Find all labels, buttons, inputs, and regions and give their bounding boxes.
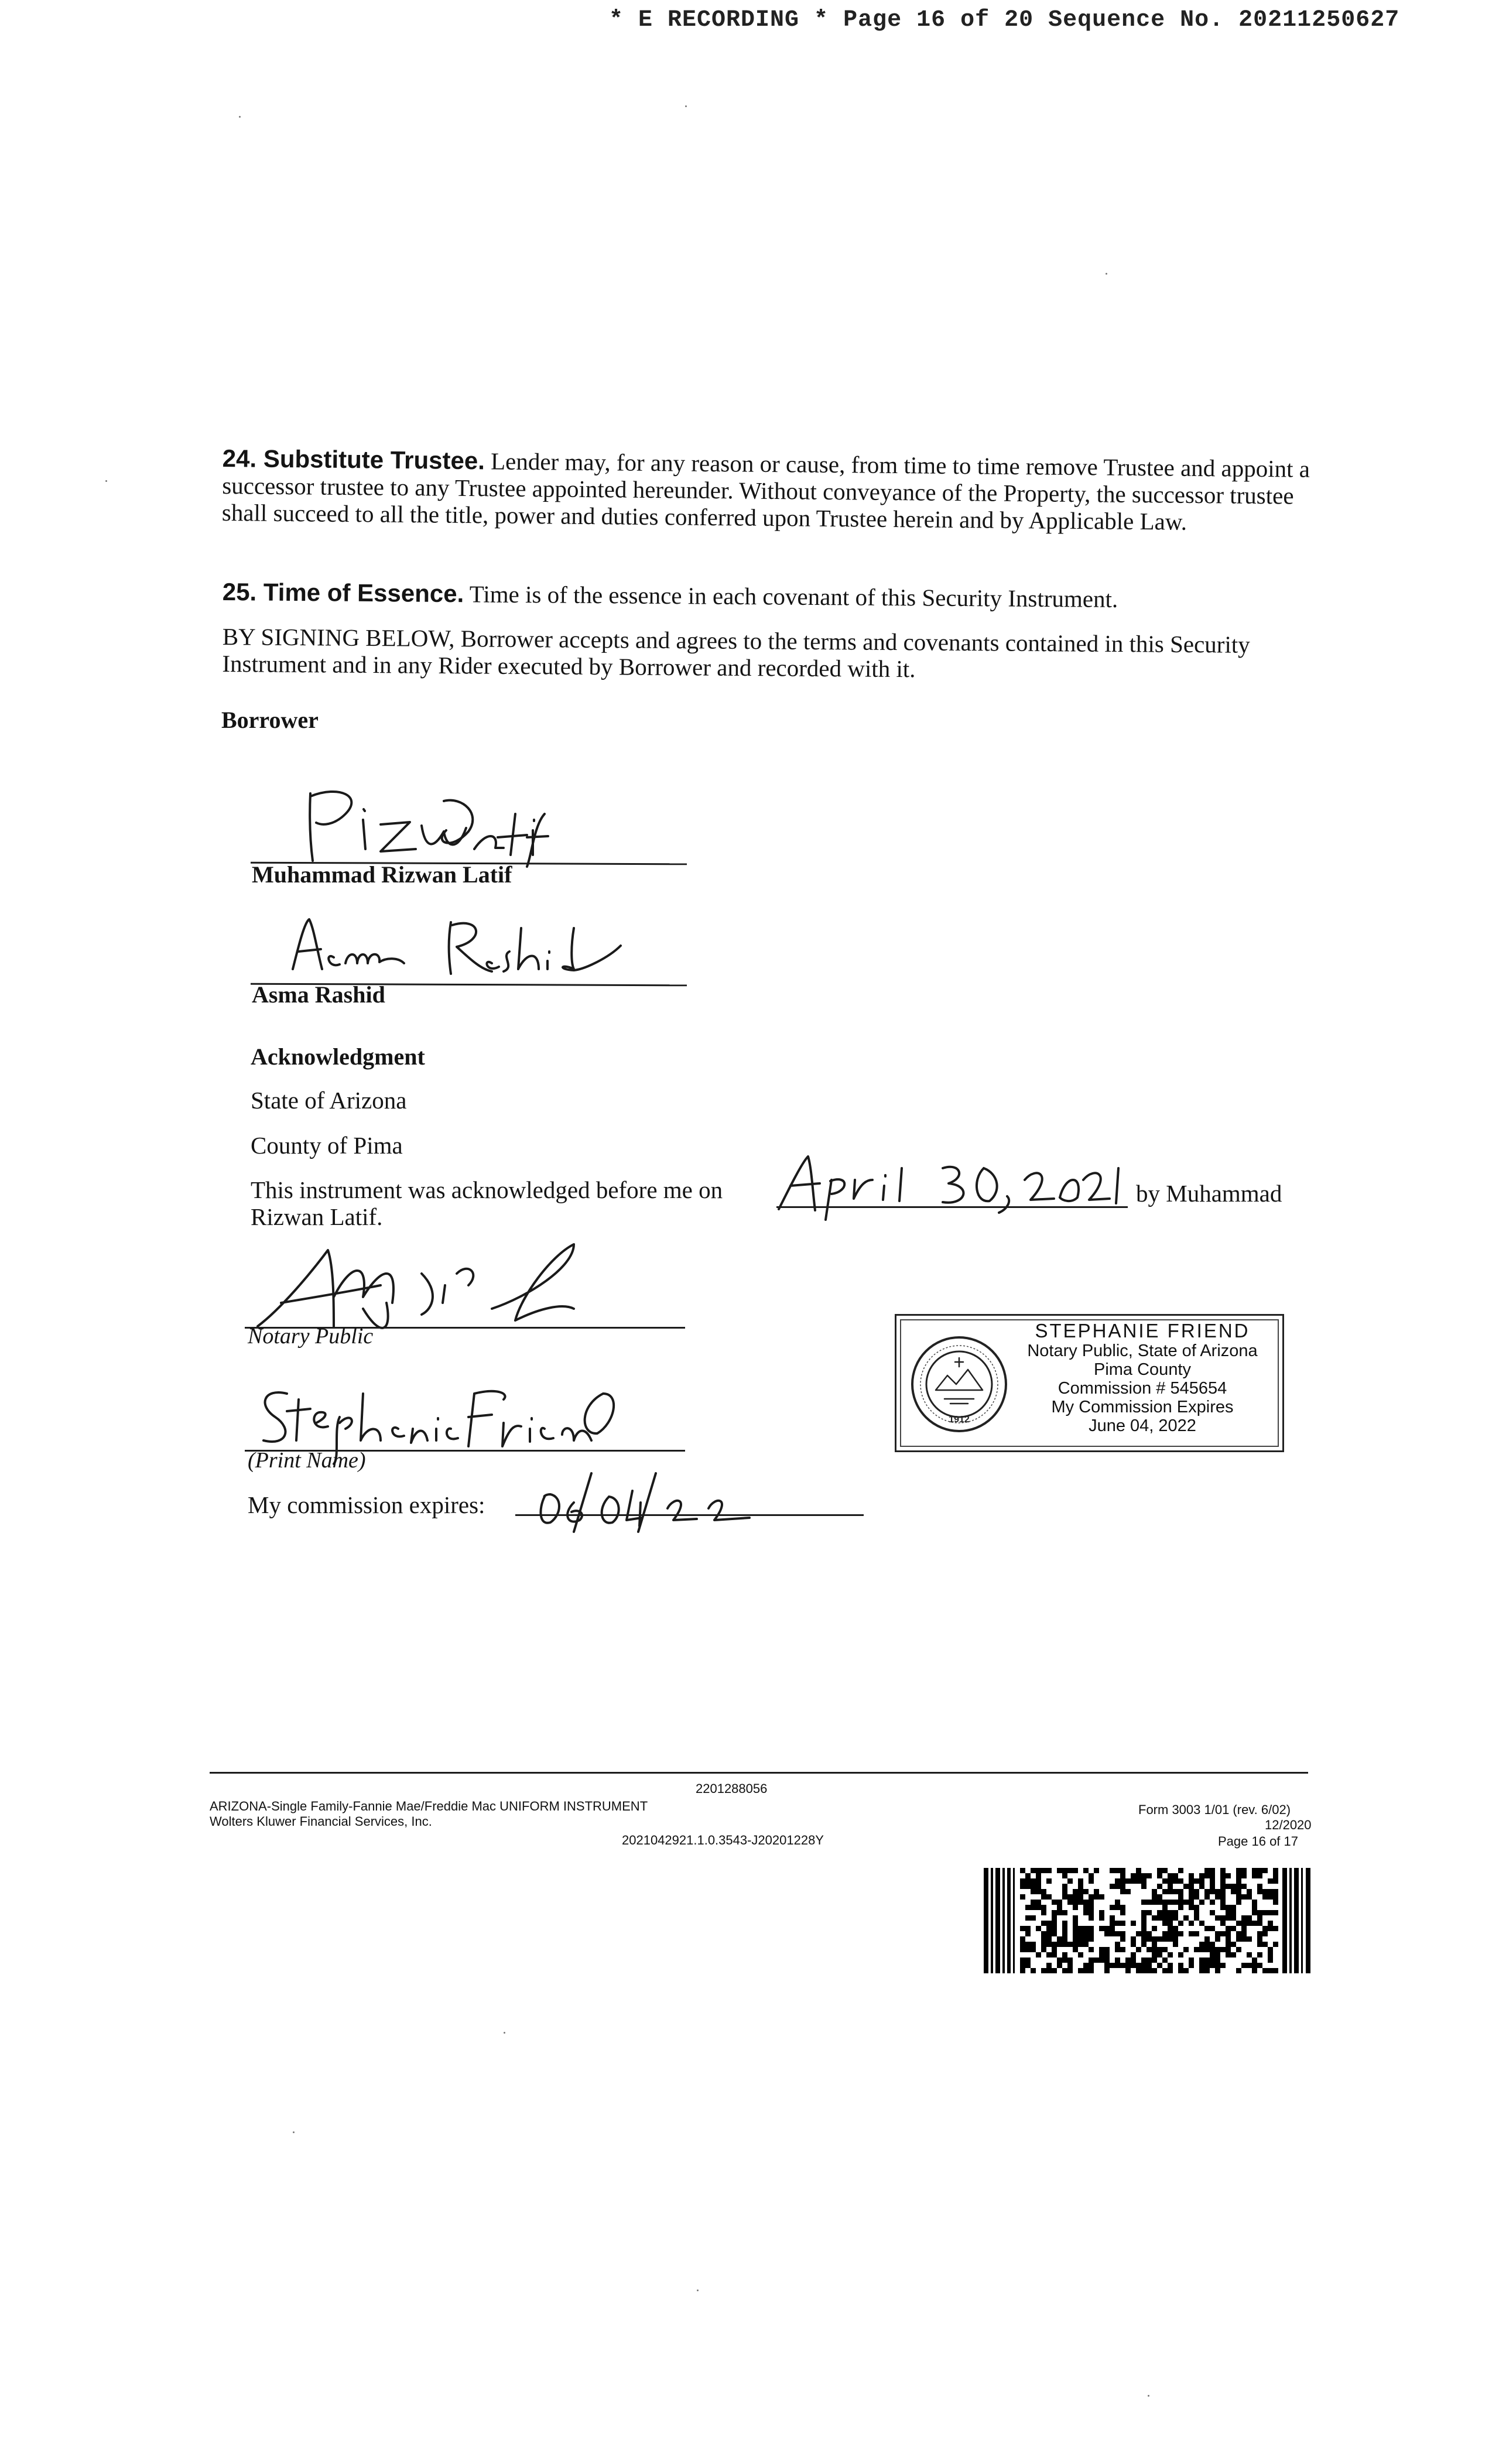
footer-page-number: Page 16 of 17 [1218,1834,1299,1849]
borrower-1-signature [293,779,550,872]
acknowledgment-county: County of Pima [251,1132,403,1159]
acknowledgment-state: State of Arizona [251,1087,407,1114]
footer-form-date: 12/2020 [1265,1818,1312,1832]
notary-public-label: Notary Public [248,1324,374,1349]
scan-speck [239,116,241,118]
scan-speck [105,480,107,482]
footer-loan-number: 2201288056 [696,1781,768,1796]
section-25 [223,579,1323,614]
footer-doc-code: 2021042921.1.0.3543-J20201228Y [622,1833,824,1847]
stamp-line-1: Notary Public, State of Arizona [1027,1341,1258,1360]
recording-header: * E RECORDING * Page 16 of 20 Sequence No. 20211250627 [609,7,1400,33]
stamp-line-3: Commission # 545654 [1057,1379,1227,1398]
barcode-graphic [984,1868,1312,1973]
scan-speck [1106,273,1107,275]
stamp-notary-name: STEPHANIE FRIEND [1035,1320,1250,1341]
acknowledgment-by-text: by Muhammad [1136,1180,1282,1207]
barcode [984,1868,1312,1973]
section-25-title: 25. Time of Essence. [222,578,464,608]
notary-stamp [895,1314,1284,1452]
section-24 [222,445,1323,536]
footer-rule [210,1772,1308,1774]
scan-speck [1148,2395,1149,2397]
section-24-body: Lender may, for any reason or cause, from time to time remove Trustee and appoint a successor trustee to any Trustee appointed hereunder. Without conveyance of the Property, the successor trustee shall succeed to all the title, power and duties conferred upon Trustee herein and by Applicable Law. [221,447,1310,535]
footer-publisher: Wolters Kluwer Financial Services, Inc. [210,1814,432,1829]
scan-speck [697,2290,699,2291]
signing-statement: BY SIGNING BELOW, Borrower accepts and agrees to the terms and covenants contained in this Security Instrument and in any Rider executed by Borrower and recorded with it. [222,623,1250,683]
section-25-body: Time is of the essence in each covenant of this Security Instrument. [464,580,1118,613]
footer-form-title: ARIZONA-Single Family-Fannie Mae/Freddie Mac UNIFORM INSTRUMENT [210,1799,648,1813]
scan-speck [504,2032,505,2034]
commission-expires-line [515,1514,864,1516]
borrower-heading: Borrower [221,707,319,733]
stamp-line-4: My Commission Expires [1051,1398,1234,1416]
print-name-label: (Print Name) [248,1448,366,1473]
borrower-1-name: Muhammad Rizwan Latif [252,861,512,888]
acknowledgment-instrument-text: This instrument was acknowledged before me on [251,1176,723,1203]
seal-year: 1912 [949,1415,970,1425]
commission-expires-label: My commission expires: [248,1491,485,1518]
stamp-line-5: June 04, 2022 [1089,1416,1196,1435]
arizona-state-seal [909,1334,1009,1434]
acknowledgment-heading: Acknowledgment [251,1043,425,1070]
notary-stamp-text [1008,1320,1277,1435]
scan-speck [293,2131,295,2133]
stamp-line-2: Pima County [1093,1360,1191,1379]
footer-form-number: Form 3003 1/01 (rev. 6/02) [1138,1802,1291,1817]
commission-expires-handwritten [527,1462,773,1532]
acknowledgment-date-line [776,1206,1128,1208]
section-24-title: 24. Substitute Trustee. [222,444,485,475]
acknowledgment-by-text-2: Rizwan Latif. [251,1203,383,1230]
scan-speck [685,105,687,107]
borrower-2-signature [281,911,632,981]
acknowledgment-date-handwritten [767,1145,1130,1221]
borrower-2-name: Asma Rashid [252,981,385,1008]
